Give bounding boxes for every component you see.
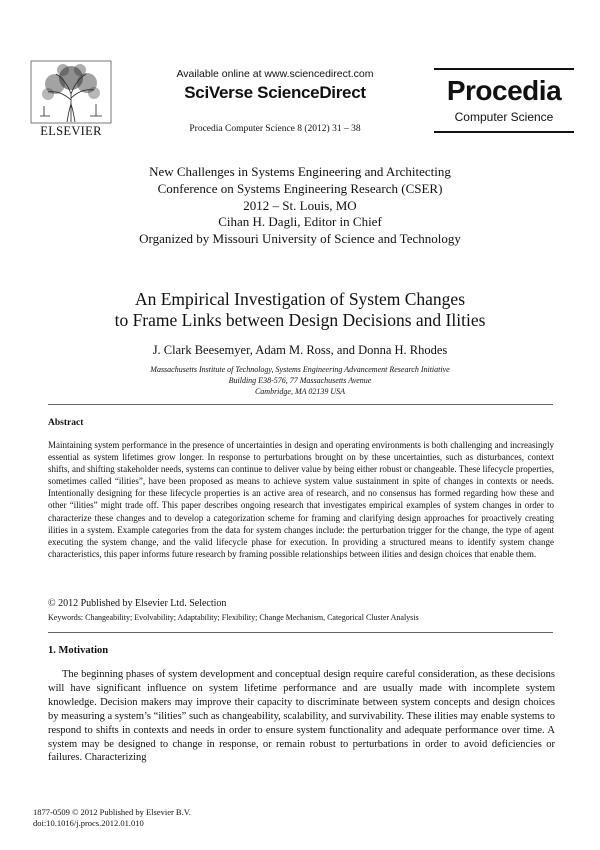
copyright-notice: © 2012 Published by Elsevier Ltd. Selection [48, 598, 227, 609]
brand-bottom-rule [434, 131, 574, 133]
conference-line: Conference on Systems Engineering Research (CSER) [157, 180, 443, 196]
authors: J. Clark Beesemyer, Adam M. Ross, and Donna H. Rhodes [152, 343, 448, 357]
journal-citation: Procedia Computer Science 8 (2012) 31 – 38 [189, 124, 361, 134]
conference-info [40, 164, 560, 248]
journal-brand: Procedia [446, 75, 562, 106]
section-heading: 1. Motivation [48, 645, 109, 656]
doi-link[interactable]: doi:10.1016/j.procs.2012.01.010 [33, 818, 144, 828]
section-body [48, 668, 555, 765]
title-line: An Empirical Investigation of System Changes [134, 289, 465, 309]
divider [48, 632, 553, 633]
conference-line: 2012 – St. Louis, MO [243, 197, 357, 213]
affiliation-line: Building E38-576, 77 Massachusetts Avenue [228, 376, 372, 385]
paper-title [40, 289, 560, 331]
brand-top-rule [434, 68, 574, 70]
issn-line: 1877-0509 © 2012 Published by Elsevier B.V. [33, 807, 191, 817]
title-line: to Frame Links between Design Decisions and Ilities [114, 310, 486, 330]
platform-name: SciVerse ScienceDirect [184, 83, 366, 102]
affiliation [40, 364, 560, 397]
publisher-name: ELSEVIER [40, 124, 102, 138]
abstract-heading: Abstract [48, 418, 84, 428]
affiliation-line: Cambridge, MA 02139 USA [254, 387, 346, 396]
conference-line: Organized by Missouri University of Science and Technology [139, 231, 461, 247]
paragraph: The beginning phases of system development and conceptual design require careful consideration, as these decisions will have significant influence on system lifetime performance and are usually made with incomplete system knowledge. Decision makers may improve their capacity to discriminate between system concepts and design choices by measuring a system’s “ilities” such as changeability, scalability, and survivability. These ilities may enable systems to respond to shifts in contexts and needs in order to ensure system functionality and adequate performance over time. A system may be designed to change in response, or remain robust to perturbations in order to avoid deficiencies or failures. Characterizing [48, 669, 555, 764]
conference-line: Cihan H. Dagli, Editor in Chief [218, 214, 382, 230]
journal-brand-block [434, 68, 574, 133]
keywords: Keywords: Changeability; Evolvability; Adaptability; Flexibility; Change Mechanism, Categorical Cluster Analysis [48, 613, 419, 622]
available-online-text[interactable]: Available online at www.sciencedirect.com [176, 68, 374, 80]
abstract-text: Maintaining system performance in the presence of uncertainties in design and operating environments is both challenging and increasingly essential as system lifetimes grow longer. In response to perturbations brought on by these uncertainties, such as disturbances, context shifts, and shifting stakeholder needs, systems can continue to deliver value by being either robust or changeable. These lifecycle properties, sometimes called “ilities”, have been proposed as means to achieve system value sustainment in spite of changes in contexts or needs. Intentionally designing for these lifecycle properties is an active area of research, and no consensus has formed regarding how these and other “ilities” might trade off. This paper describes ongoing research that investigates empirical examples of system changes in order to characterize these changes and to develop a categorization scheme for framing and clarifying design approaches for proactively creating ilities in a system. Example categories from the data for system changes include: the perturbation trigger for the change, the type of agent executing the system change, and the valid lifecycle phase for execution. In providing a structured means to identify system change characteristics, this paper informs future research by framing possible relationships between ilities and design choices that enable them. [48, 440, 554, 559]
journal-subtitle: Computer Science [454, 110, 554, 124]
affiliation-line: Massachusetts Institute of Technology, Systems Engineering Advancement Research Initiative [150, 365, 450, 374]
conference-line: New Challenges in Systems Engineering and Architecting [149, 164, 451, 179]
footer [33, 807, 191, 829]
divider [48, 404, 553, 405]
